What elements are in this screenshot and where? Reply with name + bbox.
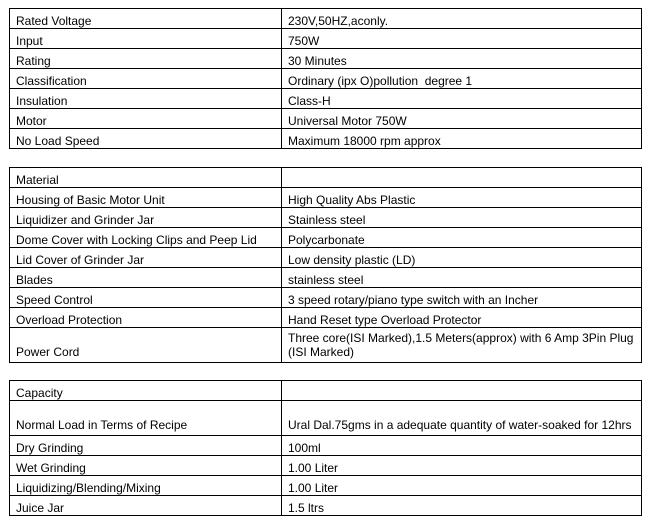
spec-label: Motor <box>10 109 282 129</box>
table-row <box>10 308 642 328</box>
spec-value: 30 Minutes <box>282 49 642 69</box>
table-row <box>10 476 642 496</box>
spec-label: Wet Grinding <box>10 456 282 476</box>
electrical-spec-table <box>9 8 642 149</box>
material-spec-table <box>9 167 642 363</box>
spec-value: 1.00 Liter <box>282 476 642 496</box>
spec-value: Stainless steel <box>282 208 642 228</box>
spec-value: 100ml <box>282 436 642 456</box>
table-row <box>10 288 642 308</box>
spec-label: Lid Cover of Grinder Jar <box>10 248 282 268</box>
spec-label: Juice Jar <box>10 496 282 516</box>
spec-label: Power Cord <box>10 328 282 363</box>
spec-label: Overload Protection <box>10 308 282 328</box>
spec-value: 1.5 ltrs <box>282 496 642 516</box>
spec-value: Universal Motor 750W <box>282 109 642 129</box>
spec-value: Hand Reset type Overload Protector <box>282 308 642 328</box>
table-row <box>10 328 642 363</box>
spec-label: Rating <box>10 49 282 69</box>
table-row <box>10 496 642 516</box>
section-heading: Material <box>10 168 282 188</box>
table-row <box>10 49 642 69</box>
table-row <box>10 89 642 109</box>
spec-value: Maximum 18000 rpm approx <box>282 129 642 149</box>
table-row <box>10 228 642 248</box>
table-row <box>10 381 642 401</box>
spec-value: Polycarbonate <box>282 228 642 248</box>
spec-label: Rated Voltage <box>10 9 282 29</box>
table-row <box>10 268 642 288</box>
table-row <box>10 109 642 129</box>
spec-value: 750W <box>282 29 642 49</box>
capacity-spec-table <box>9 380 642 516</box>
spec-label: No Load Speed <box>10 129 282 149</box>
spec-label: Dry Grinding <box>10 436 282 456</box>
spec-value: 3 speed rotary/piano type switch with an Incher <box>282 288 642 308</box>
spec-label: Housing of Basic Motor Unit <box>10 188 282 208</box>
spec-label: Input <box>10 29 282 49</box>
table-row <box>10 188 642 208</box>
spec-label: Liquidizing/Blending/Mixing <box>10 476 282 496</box>
table-row <box>10 401 642 436</box>
spec-value: High Quality Abs Plastic <box>282 188 642 208</box>
spec-value: 1.00 Liter <box>282 456 642 476</box>
spec-label: Liquidizer and Grinder Jar <box>10 208 282 228</box>
table-row <box>10 208 642 228</box>
table-row <box>10 436 642 456</box>
spec-value: Ural Dal.75gms in a adequate quantity of water-soaked for 12hrs <box>282 401 642 436</box>
spec-value: Low density plastic (LD) <box>282 248 642 268</box>
table-row <box>10 29 642 49</box>
spec-value: Class-H <box>282 89 642 109</box>
spec-value: Ordinary (ipx O)pollution degree 1 <box>282 69 642 89</box>
spec-label: Classification <box>10 69 282 89</box>
table-row <box>10 248 642 268</box>
spec-value: 230V,50HZ,aconly. <box>282 9 642 29</box>
section-heading: Capacity <box>10 381 282 401</box>
table-row <box>10 456 642 476</box>
spec-label: Dome Cover with Locking Clips and Peep Lid <box>10 228 282 248</box>
table-row <box>10 168 642 188</box>
table-row <box>10 129 642 149</box>
spec-value: stainless steel <box>282 268 642 288</box>
spec-label: Normal Load in Terms of Recipe <box>10 401 282 436</box>
spec-value: Three core(ISI Marked),1.5 Meters(approx) with 6 Amp 3Pin Plug (ISI Marked) <box>282 328 642 363</box>
spec-label: Blades <box>10 268 282 288</box>
spec-value <box>282 168 642 188</box>
spec-label: Insulation <box>10 89 282 109</box>
table-row <box>10 69 642 89</box>
table-row <box>10 9 642 29</box>
spec-label: Speed Control <box>10 288 282 308</box>
spec-value <box>282 381 642 401</box>
